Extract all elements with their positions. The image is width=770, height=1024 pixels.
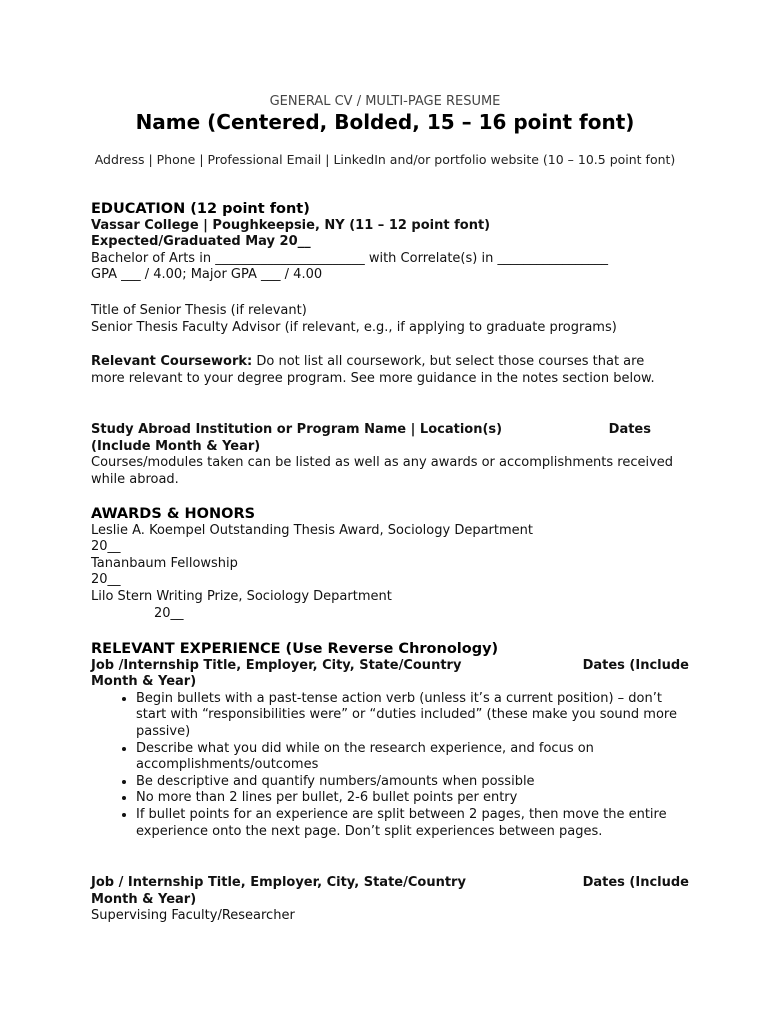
award-item: Lilo Stern Writing Prize, Sociology Department <box>91 588 392 604</box>
resume-name-heading: Name (Centered, Bolded, 15 – 16 point font) <box>135 110 635 134</box>
awards-section <box>91 506 681 622</box>
study-abroad-text: Courses/modules taken can be listed as well as any awards or accomplishments received while abroad. <box>91 455 674 487</box>
award-item: Tananbaum Fellowship <box>91 555 238 571</box>
study-abroad-dates: Dates <box>608 422 651 437</box>
job1-dates-line2: Month & Year) <box>91 674 197 690</box>
study-abroad-title: Study Abroad Institution or Program Name | Location(s) <box>91 422 503 437</box>
education-section <box>91 201 681 284</box>
experience-heading: RELEVANT EXPERIENCE (Use Reverse Chronology) <box>91 641 499 657</box>
award-year: 20__ <box>91 539 121 555</box>
award-item: Leslie A. Koempel Outstanding Thesis Award, Sociology Department <box>91 522 533 538</box>
education-heading: EDUCATION (12 point font) <box>91 201 310 217</box>
job1-title: Job /Internship Title, Employer, City, State/Country <box>91 657 462 673</box>
job1-bullet-list <box>91 691 681 840</box>
gpa-line: GPA ___ / 4.00; Major GPA ___ / 4.00 <box>91 267 323 283</box>
job2-block <box>91 875 689 925</box>
document-kicker: GENERAL CV / MULTI-PAGE RESUME <box>269 94 501 109</box>
list-item: • Begin bullets with a past-tense action verb (unless it’s a current position) – don’t start with “responsibilities were” or “duties included” (these make you sound more passive) <box>136 691 681 741</box>
coursework-label: Relevant Coursework: <box>91 354 253 369</box>
job1-title-row <box>91 657 689 675</box>
list-item: • Describe what you did while on the research experience, and focus on accomplishments/outcomes <box>136 741 681 774</box>
job1-dates: Dates (Include <box>582 657 689 673</box>
job2-dates-line2: Month & Year) <box>91 891 197 907</box>
experience-section <box>91 641 689 840</box>
award-year: 20__ <box>91 572 121 588</box>
thesis-line: Title of Senior Thesis (if relevant) <box>91 303 307 318</box>
degree-line: Bachelor of Arts in _______________________ with Correlate(s) in _________________ <box>91 250 608 266</box>
job2-title-row <box>91 875 689 892</box>
study-abroad-title-row <box>91 422 681 439</box>
list-item: • If bullet points for an experience are split between 2 pages, then move the entire experience onto the next page. Don’t split experiences between pages. <box>136 807 681 840</box>
awards-heading: AWARDS & HONORS <box>91 506 256 522</box>
list-item: • No more than 2 lines per bullet, 2-6 bullet points per entry <box>136 790 681 807</box>
thesis-block <box>91 303 681 336</box>
advisor-line: Senior Thesis Faculty Advisor (if relevant, e.g., if applying to graduate programs) <box>91 319 617 335</box>
job2-dates: Dates (Include <box>582 875 689 890</box>
school-line: Vassar College | Poughkeepsie, NY (11 – 12 point font) <box>91 217 491 233</box>
job2-title: Job / Internship Title, Employer, City, State/Country <box>91 875 466 890</box>
coursework-text: Do not list all coursework, but select those courses that are more relevant to your degree program. See more guidance in the notes section below. <box>91 354 655 386</box>
study-abroad-block <box>91 422 681 488</box>
award-year: 20__ <box>154 605 184 621</box>
list-item: • Be descriptive and quantify numbers/amounts when possible <box>136 774 681 791</box>
study-abroad-dates-line2: (Include Month & Year) <box>91 438 261 454</box>
graduation-line: Expected/Graduated May 20__ <box>91 234 311 250</box>
job2-supervisor: Supervising Faculty/Researcher <box>91 908 295 924</box>
coursework-block <box>91 354 681 387</box>
contact-line: Address | Phone | Professional Email | LinkedIn and/or portfolio website (10 – 10.5 point font) <box>94 152 676 167</box>
